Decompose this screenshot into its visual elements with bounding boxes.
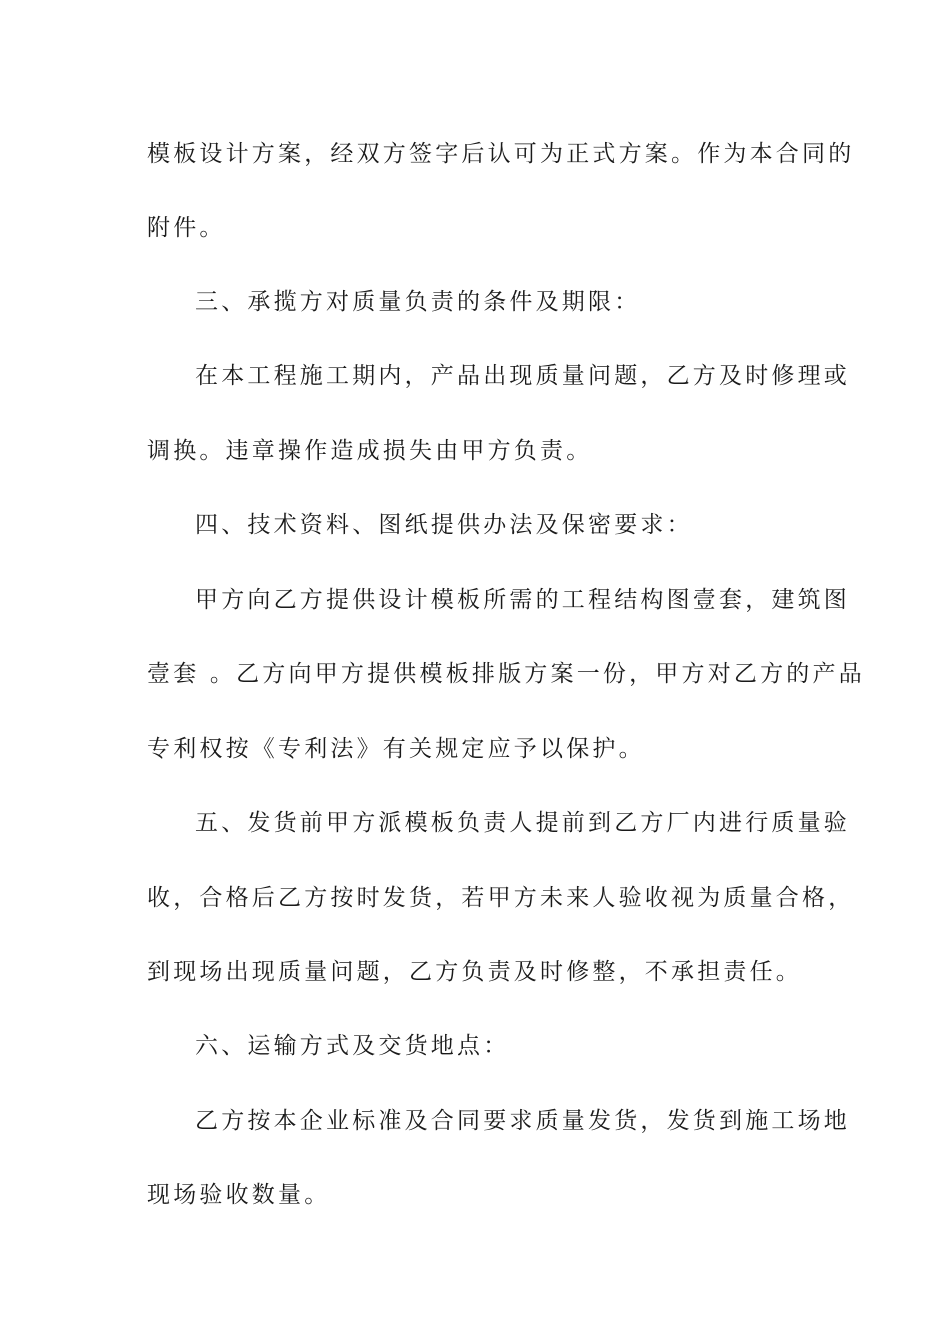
paragraph-line: 模板设计方案，经双方签字后认可为正式方案。作为本合同的 (147, 141, 855, 167)
paragraph-line: 附件。 (147, 215, 226, 241)
paragraph-line: 乙方按本企业标准及合同要求质量发货，发货到施工场地 (195, 1108, 850, 1134)
section-heading-5: 五、发货前甲方派模板负责人提前到乙方厂内进行质量验 (195, 810, 850, 836)
paragraph-line: 现场验收数量。 (147, 1182, 331, 1208)
paragraph-line: 收，合格后乙方按时发货，若甲方未来人验收视为质量合格， (147, 885, 855, 911)
paragraph-line: 壹套 。乙方向甲方提供模板排版方案一份，甲方对乙方的产品 (147, 661, 865, 687)
section-heading-4: 四、技术资料、图纸提供办法及保密要求： (195, 512, 693, 538)
paragraph-line: 在本工程施工期内，产品出现质量问题，乙方及时修理或 (195, 363, 850, 389)
section-heading-6: 六、运输方式及交货地点： (195, 1033, 510, 1059)
paragraph-line: 甲方向乙方提供设计模板所需的工程结构图壹套，建筑图 (195, 587, 850, 613)
section-heading-3: 三、承揽方对质量负责的条件及期限： (195, 289, 641, 315)
paragraph-line: 到现场出现质量问题，乙方负责及时修整，不承担责任。 (147, 959, 802, 985)
paragraph-line: 专利权按《专利法》有关规定应予以保护。 (147, 736, 645, 762)
paragraph-line: 调换。违章操作造成损失由甲方负责。 (147, 438, 593, 464)
